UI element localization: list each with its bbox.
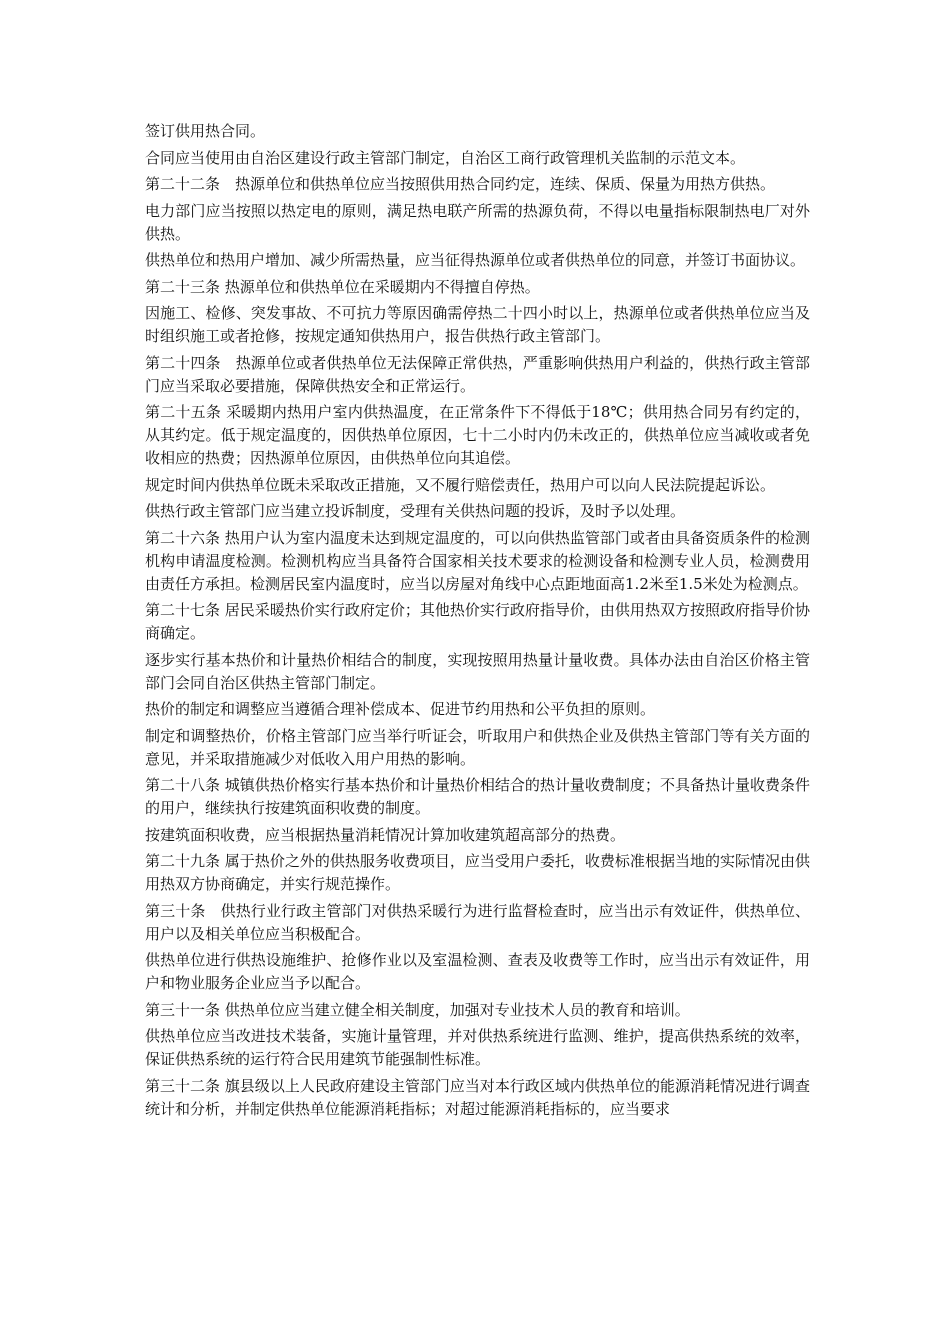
paragraph-18: 按建筑面积收费，应当根据热量消耗情况计算加收建筑超高部分的热费。 (145, 825, 626, 844)
paragraph-15: 热价的制定和调整应当遵循合理补偿成本、促进节约用热和公平负担的原则。 (145, 700, 656, 718)
paragraph-2: 合同应当使用由自治区建设行政主管部门制定，自治区工商行政管理机关监制的示范文本。 (145, 148, 746, 167)
paragraph-11: 供热行政主管部门应当建立投诉制度，受理有关供热问题的投诉，及时予以处理。 (145, 502, 686, 520)
article-28: 第二十八条 城镇供热价格实行基本热价和计量热价相结合的热计量收费制度；不具备热计量收费条件的用户，继续执行按建筑面积收费的制度。 (145, 776, 810, 817)
article-24: 第二十四条 热源单位或者供热单位无法保障正常供热，严重影响供热用户利益的，供热行政主管部门应当采取必要措施，保障供热安全和正常运行。 (145, 353, 810, 395)
article-23: 第二十三条 热源单位和供热单位在采暖期内不得擅自停热。 (145, 277, 540, 296)
paragraph-4: 电力部门应当按照以热定电的原则，满足热电联产所需的热源负荷，不得以电量指标限制热电厂对外供热。 (145, 201, 810, 243)
article-27: 第二十七条 居民采暖热价实行政府定价；其他热价实行政府指导价，由供用热双方按照政府指导价协商确定。 (145, 601, 810, 642)
article-31: 第三十一条 供热单位应当建立健全相关制度，加强对专业技术人员的教育和培训。 (145, 1000, 690, 1019)
article-25: 第二十五条 采暖期内热用户室内供热温度，在正常条件下不得低于18℃；供用热合同另有约定的，从其约定。低于规定温度的，因供热单位原因，七十二小时内仍未改正的，供热单位应当减收或者免收相应的热费；因热源单位原因，由供热单位向其追偿。 (145, 403, 810, 467)
article-26: 第二十六条 热用户认为室内温度未达到规定温度的，可以向供热监管部门或者由具备资质条件的检测机构申请温度检测。检测机构应当具备符合国家相关技术要求的检测设备和检测专业人员，检测费用由责任方承担。检测居民室内温度时，应当以房屋对角线中心点距地面高1.2米至1.5米处为检测点。 (145, 528, 810, 593)
paragraph-1: 签订供用热合同。 (145, 122, 266, 140)
paragraph-5: 供热单位和热用户增加、减少所需热量，应当征得热源单位或者供热单位的同意，并签订书面协议。 (145, 251, 806, 269)
paragraph-21: 供热单位进行供热设施维护、抢修作业以及室温检测、查表及收费等工作时，应当出示有效证件，用户和物业服务企业应当予以配合。 (145, 951, 810, 992)
paragraph-14: 逐步实行基本热价和计量热价相结合的制度，实现按照用热量计量收费。具体办法由自治区价格主管部门会同自治区供热主管部门制定。 (145, 650, 810, 692)
article-29: 第二十九条 属于热价之外的供热服务收费项目，应当受用户委托，收费标准根据当地的实际情况由供用热双方协商确定，并实行规范操作。 (145, 852, 810, 893)
document-body (145, 120, 810, 1124)
article-30: 第三十条 供热行业行政主管部门对供热采暖行为进行监督检查时，应当出示有效证件，供热单位、用户以及相关单位应当积极配合。 (145, 901, 810, 943)
paragraph-7: 因施工、检修、突发事故、不可抗力等原因确需停热二十四小时以上，热源单位或者供热单位应当及时组织施工或者抢修，按规定通知供热用户，报告供热行政主管部门。 (145, 304, 810, 345)
paragraph-23: 供热单位应当改进技术装备，实施计量管理，并对供热系统进行监测、维护，提高供热系统的效率，保证供热系统的运行符合民用建筑节能强制性标准。 (145, 1027, 810, 1068)
paragraph-10: 规定时间内供热单位既未采取改正措施，又不履行赔偿责任，热用户可以向人民法院提起诉讼。 (145, 475, 776, 494)
article-32: 第三十二条 旗县级以上人民政府建设主管部门应当对本行政区域内供热单位的能源消耗情况进行调查统计和分析，并制定供热单位能源消耗指标；对超过能源消耗指标的，应当要求 (145, 1076, 810, 1118)
paragraph-16: 制定和调整热价，价格主管部门应当举行听证会，听取用户和供热企业及供热主管部门等有关方面的意见，并采取措施减少对低收入用户用热的影响。 (145, 726, 810, 768)
article-22: 第二十二条 热源单位和供热单位应当按照供用热合同约定，连续、保质、保量为用热方供热。 (145, 175, 776, 193)
